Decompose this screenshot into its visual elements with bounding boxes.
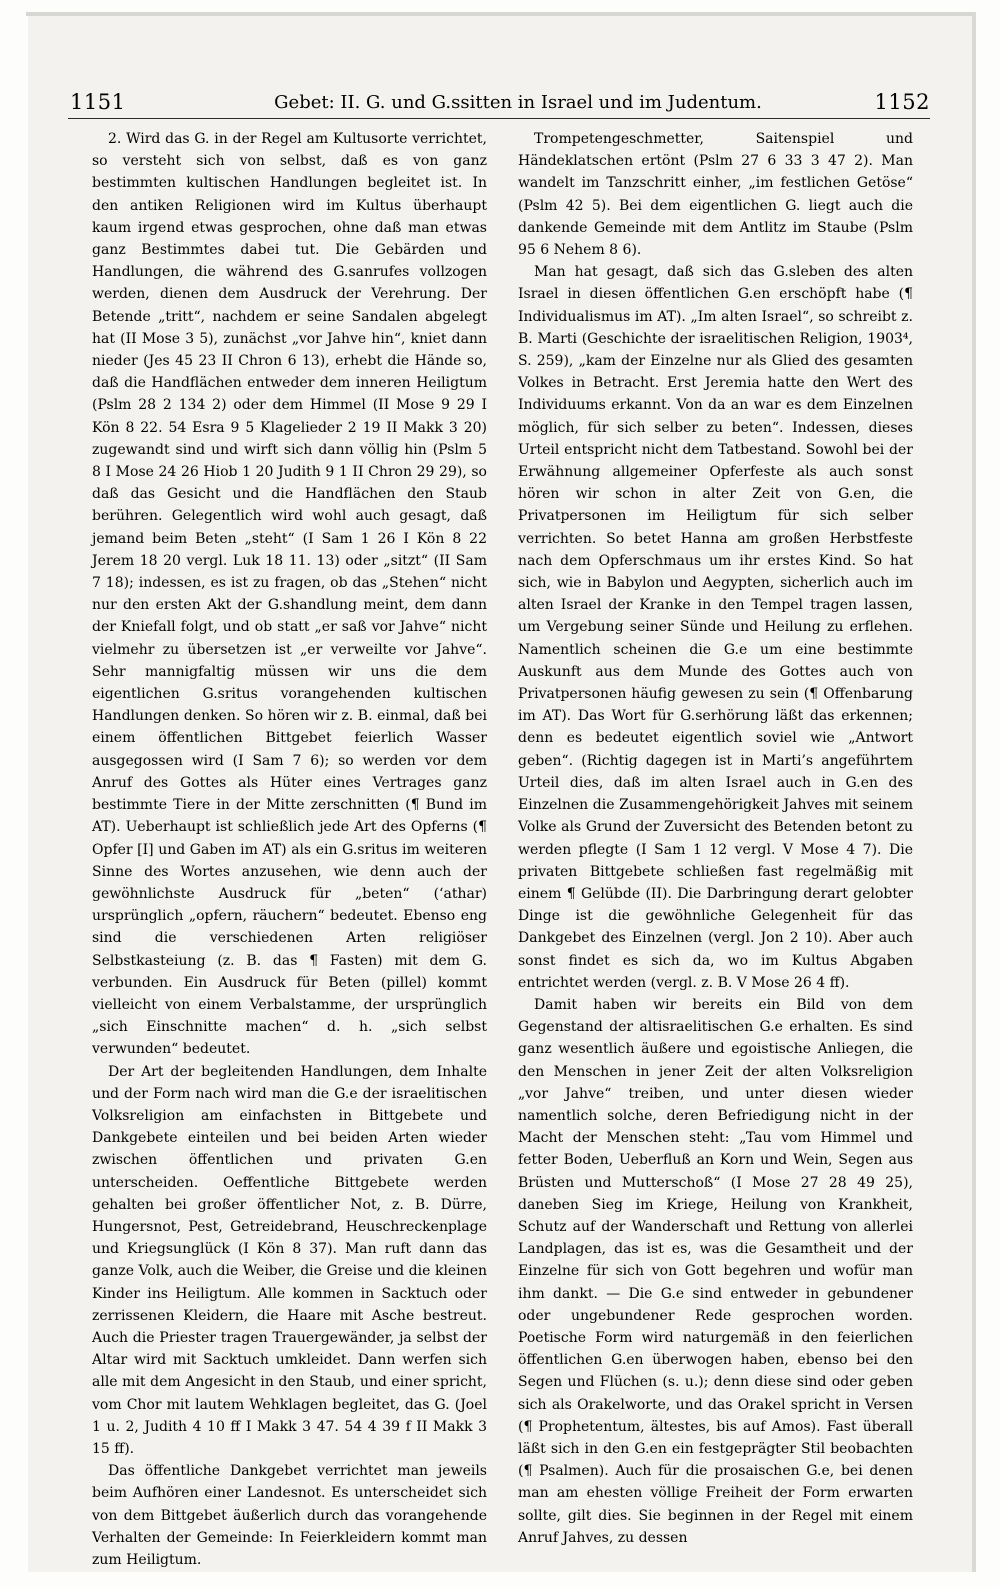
paragraph: Trompetengeschmetter, Saitenspiel und Händeklatschen ertönt (Pslm 27 6 33 3 47 2). Man wandelt im Tanzschritt einher, „im festlichen Getöse“ (Pslm 42 5). Bei dem eigentlichen G. liegt auch die dankende Gemeinde mit dem Antlitz im Staube (Pslm 95 6 Nehem 8 6).	[518, 131, 913, 259]
page-number-right: 1152	[874, 90, 930, 114]
right-column	[518, 128, 913, 1549]
running-header	[68, 88, 930, 119]
paragraph: Man hat gesagt, daß sich das G.sleben des alten Israel in diesen öffentlichen G.en erschöpft habe (¶ Individualismus im AT). „Im alten Israel“, so schreibt z. B. Marti (Geschichte der israelitischen Religion, 1903⁴, S. 259), „kam der Einzelne nur als Glied des gesamten Volkes in Betracht. Erst Jeremia hatte den Wert des Individuums erkannt. Von da an war es dem Einzelnen möglich, für sich selber zu beten“. Indessen, dieses Urteil entspricht nicht dem Tatbestand. Sowohl bei der Erwähnung allgemeiner Opferfeste als auch sonst hören wir schon in alter Zeit von G.en, die Privatpersonen im Heiligtum für sich selber verrichten. So betet Hanna am großen Herbstfeste nach dem Opferschmaus um ihr erstes Kind. So hat sich, wie in Babylon und Aegypten, sicherlich auch im alten Israel der Kranke in den Tempel tragen lassen, um Vergebung seiner Sünde und Heilung zu erflehen. Namentlich scheinen die G.e um eine bestimmte Auskunft aus dem Munde des Gottes auch von Privatpersonen häufig gewesen zu sein (¶ Offenbarung im AT). Das Wort für G.serhörung läßt das erkennen; denn es bedeutet eigentlich soviel wie „Antwort geben“. (Richtig dagegen ist in Marti’s angeführtem Urteil dies, daß im alten Israel auch in G.en des Einzelnen die Zusammengehörigkeit Jahves mit seinem Volke als Grund der Zuversicht des Betenden betont zu werden pflegte (I Sam 1 12 vergl. V Mose 4 7). Die privaten Bittgebete schließen fast regelmäßig mit einem ¶ Gelübde (II). Die Darbringung derart gelobter Dinge ist die gewöhnliche Gelegenheit für das Dankgebet des Einzelnen (vergl. Jon 2 10). Aber auch sonst findet es sich da, wo im Kultus Abgaben entrichtet werden (vergl. z. B. V Mose 26 4 ff).	[518, 264, 913, 991]
paragraph: Damit haben wir bereits ein Bild von dem Gegenstand der altisraelitischen G.e erhalten. Es sind ganz wesentlich äußere und egoistische Anliegen, die den Menschen in jener Zeit der alten Volksreligion „vor Jahve“ treiben, und unter diesen wieder namentlich solche, deren Befriedigung nicht in der Macht der Menschen steht: „Tau vom Himmel und fetter Boden, Ueberfluß an Korn und Wein, Segen aus Brüsten und Mutterschoß“ (I Mose 27 28 49 25), daneben Sieg im Kriege, Heilung von Krankheit, Schutz auf der Wanderschaft und Rettung von allerlei Landplagen, das ist es, was die Gesamtheit und der Einzelne für sich von Gott begehren und wofür man ihm dankt. — Die G.e sind entweder in gebundener oder ungebundener Rede gesprochen worden. Poetische Form wird naturgemäß in den feierlichen öffentlichen G.en überwogen haben, ebenso bei den Segen und Flüchen (s. u.); denn diese sind oder geben sich als Orakelworte, und das Orakel spricht in Versen (¶ Prophetentum, ältestes, bis auf Amos). Fast überall läßt sich in den G.en ein festgeprägter Stil beobachten (¶ Psalmen). Auch für die prosaischen G.e, bei denen man am ehesten völlige Freiheit der Form erwarten sollte, gilt dies. Sie beginnen in der Regel mit einem Anruf Jahves, zu dessen	[518, 996, 913, 1546]
header-title: Gebet: II. G. und G.ssitten in Israel und im Judentum.	[274, 92, 762, 113]
paragraph: Das öffentliche Dankgebet verrichtet man jeweils beim Aufhören einer Landesnot. Es unterscheidet sich von dem Bittgebet äußerlich durch das vorangehende Verhalten der Gemeinde: In Feierkleidern kommt man zum Heiligtum.	[92, 1463, 487, 1568]
paragraph: Der Art der begleitenden Handlungen, dem Inhalte und der Form nach wird man die G.e der israelitischen Volksreligion am einfachsten in Bittgebete und Dankgebete einteilen und bei beiden Arten wieder zwischen öffentlichen und privaten G.en unterscheiden. Oeffentliche Bittgebete werden gehalten bei großer öffentlicher Not, z. B. Dürre, Hungersnot, Pest, Getreidebrand, Heuschreckenplage und Kriegsunglück (I Kön 8 37). Man ruft dann das ganze Volk, auch die Weiber, die Greise und die kleinen Kinder ins Heiligtum. Alle kommen in Sacktuch oder zerrissenen Kleidern, die Haare mit Asche bestreut. Auch die Priester tragen Trauergewänder, ja selbst der Altar wird mit Sacktuch umkleidet. Dann werfen sich alle mit dem Angesicht in den Staub, und einer spricht, vom Chor mit lautem Wehklagen begleitet, das G. (Joel 1 u. 2, Judith 4 10 ff I Makk 3 47. 54 4 39 f II Makk 3 15 ff).	[92, 1063, 487, 1457]
page-edge-right	[972, 12, 976, 1572]
page-number-left: 1151	[70, 90, 126, 114]
left-column	[92, 128, 487, 1571]
paragraph: 2. Wird das G. in der Regel am Kultusorte verrichtet, so versteht sich von selbst, daß es von ganz bestimmten kultischen Handlungen begleitet ist. In den antiken Religionen wird im Kultus überhaupt kaum irgend etwas gesprochen, ohne daß man etwas ganz Bestimmtes dabei tut. Die Gebärden und Handlungen, die während des G.sanrufes vollzogen werden, dienen dem Ausdruck der Verehrung. Der Betende „tritt“, nachdem er seine Sandalen abgelegt hat (II Mose 3 5), zunächst „vor Jahve hin“, kniet dann nieder (Jes 45 23 II Chron 6 13), erhebt die Hände so, daß die Handflächen entweder dem inneren Heiligtum (Pslm 28 2 134 2) oder dem Himmel (II Mose 9 29 I Kön 8 22. 54 Esra 9 5 Klagelieder 2 19 II Makk 3 20) zugewandt sind und wirft sich dann völlig hin (Pslm 5 8 I Mose 24 26 Hiob 1 20 Judith 9 1 II Chron 29 29), so daß das Gesicht und die Handflächen den Staub berühren. Gelegentlich wird wohl auch gesagt, daß jemand beim Beten „steht“ (I Sam 1 26 I Kön 8 22 Jerem 18 20 vergl. Luk 18 11. 13) oder „sitzt“ (II Sam 7 18); indessen, es ist zu fragen, ob das „Stehen“ nicht nur den ersten Akt der G.shandlung meint, dem dann der Kniefall folgt, und ob statt „er saß vor Jahve“ nicht vielmehr zu übersetzen ist „er verweilte vor Jahve“. Sehr mannigfaltig müssen wir uns die dem eigentlichen G.sritus vorangehenden kultischen Handlungen denken. So hören wir z. B. einmal, daß bei einem öffentlichen Bittgebet feierlich Wasser ausgegossen wird (I Sam 7 6); so werden vor dem Anruf des Gottes als Hüter eines Vertrages ganz bestimmte Tiere in der Mitte zerschnitten (¶ Bund im AT). Ueberhaupt ist schließlich jede Art des Opferns (¶ Opfer [I] und Gaben im AT) als ein G.sritus im weiteren Sinne des Wortes anzusehen, wie denn auch der gewöhnlichste Ausdruck für „beten“ (‘athar) ursprünglich „opfern, räuchern“ bedeutet. Ebenso eng sind die verschiedenen Arten religiöser Selbstkasteiung (z. B. das ¶ Fasten) mit dem G. verbunden. Ein Ausdruck für Beten (pillel) kommt vielleicht von einem Verbalstamme, der ursprünglich „sich Einschnitte machen“ d. h. „sich selbst verwunden“ bedeutet.	[92, 131, 487, 1058]
